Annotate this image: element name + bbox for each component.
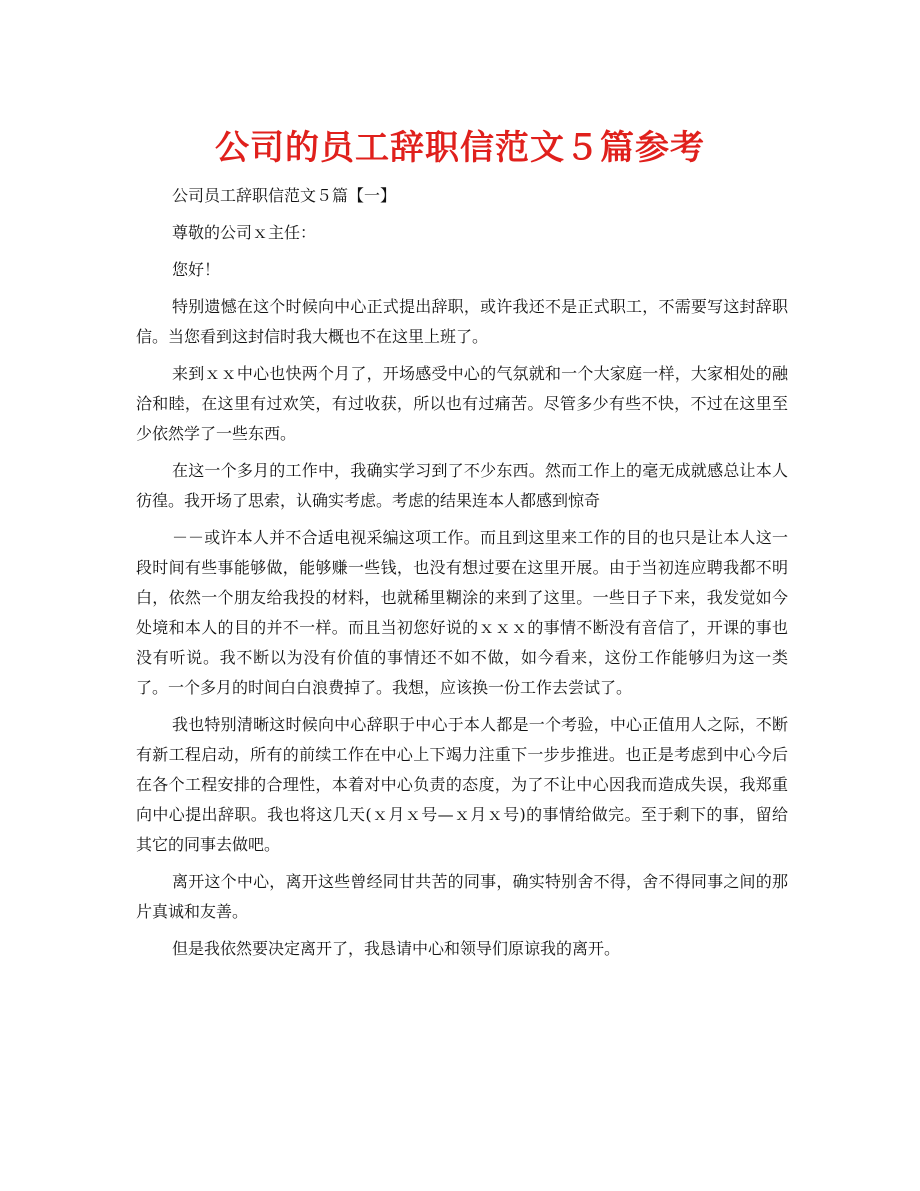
document-title: 公司的员工辞职信范文５篇参考 [215,128,705,168]
body-paragraph: 在这一个多月的工作中，我确实学习到了不少东西。然而工作上的毫无成就感总让本人彷徨。我开场了思索，认确实考虑。考虑的结果连本人都感到惊奇 [136,461,788,510]
body-paragraph: 来到ｘｘ中心也快两个月了，开场感受中心的气氛就和一个大家庭一样，大家相处的融洽和睦，在这里有过欢笑，有过收获，所以也有过痛苦。尽管多少有些不快，不过在这里至少依然学了一些东西。 [136,364,788,443]
body-paragraph: 但是我依然要决定离开了，我恳请中心和领导们原谅我的离开。 [172,939,621,958]
body-paragraph: 特别遗憾在这个时候向中心正式提出辞职，或许我还不是正式职工，不需要写这封辞职信。当您看到这封信时我大概也不在这里上班了。 [136,297,788,346]
document-body [136,181,788,971]
body-paragraph: 我也特别清晰这时候向中心辞职于中心于本人都是一个考验，中心正值用人之际，不断有新工程启动，所有的前续工作在中心上下竭力注重下一步步推进。也正是考虑到中心今后在各个工程安排的合理性，本着对中心负责的态度，为了不让中心因我而造成失误，我郑重向中心提出辞职。我也将这几天(ｘ月ｘ号—ｘ月ｘ号)的事情给做完。至于剩下的事，留给其它的同事去做吧。 [136,715,788,854]
body-paragraph: －－或许本人并不合适电视采编这项工作。而且到这里来工作的目的也只是让本人这一段时间有些事能够做，能够赚一些钱，也没有想过要在这里开展。由于当初连应聘我都不明白，依然一个朋友给我投的材料，也就稀里糊涂的来到了这里。一些日子下来，我发觉如今处境和本人的目的并不一样。而且当初您好说的ｘｘｘ的事情不断没有音信了，开课的事也没有听说。我不断以为没有价值的事情还不如不做，如今看来，这份工作能够归为这一类了。一个多月的时间白白浪费掉了。我想，应该换一份工作去尝试了。 [136,528,788,697]
body-paragraph: 离开这个中心，离开这些曾经同甘共苦的同事，确实特别舍不得，舍不得同事之间的那片真诚和友善。 [136,872,788,921]
section-heading: 公司员工辞职信范文５篇【一】 [172,186,397,205]
salutation: 尊敬的公司ｘ主任： [172,223,317,242]
greeting: 您好！ [172,260,221,279]
